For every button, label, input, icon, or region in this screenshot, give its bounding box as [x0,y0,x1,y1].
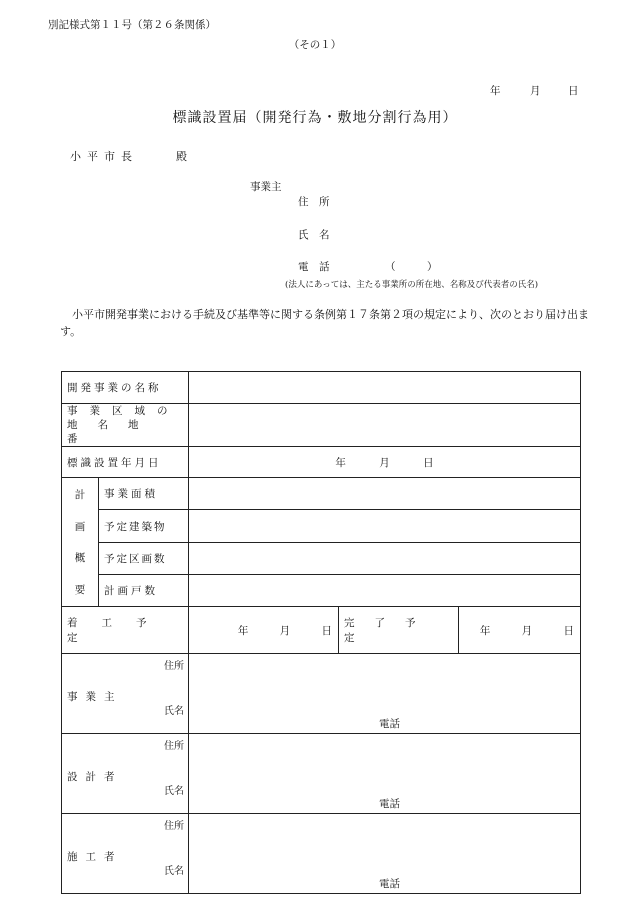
contractor-name-label: 氏名 [164,866,184,877]
statement-text: 小平市開発事業における手続及び基準等に関する条例第１７条第２項の規定により、次のとおり届け出ます。 [60,308,589,338]
applicant-phone-parens: （ ） [385,261,438,273]
start-year: 年 [237,624,249,637]
designer-phone-label: 電話 [379,798,400,810]
finish-month: 月 [521,624,533,637]
designer-address-label: 住所 [164,741,184,752]
plan-lots-field[interactable] [189,543,581,575]
contractor-role-label: 施工者 [67,851,123,863]
start-month: 月 [279,624,291,637]
applicant-note: (法人にあっては、主たる事業所の所在地、名称及び代表者の氏名) [285,280,539,290]
sign-date-day: 日 [423,456,434,469]
finish-date-field[interactable] [459,607,581,654]
designer-label-cell [62,734,189,814]
area-label-line1: 事業区域の [67,405,180,417]
start-label: 着工予定 [62,607,189,654]
plan-area-label: 事業面積 [99,478,189,510]
applicant-label: 事業主 [250,181,282,193]
designer-name-label: 氏名 [164,786,184,797]
plan-units-label: 計画戸数 [99,575,189,607]
form-part-label: （その１） [288,39,342,51]
contractor-phone-label: 電話 [379,878,400,890]
area-field[interactable] [189,404,581,447]
developer-address-label: 住所 [164,661,184,672]
date-day-label: 日 [568,85,579,97]
document-title: 標識設置届（開発行為・敷地分割行為用） [172,110,458,126]
plan-char-2: 画 [74,520,86,533]
addressee-honorific: 殿 [176,150,187,163]
developer-role-label: 事業主 [67,691,123,703]
plan-building-label: 予定建築物 [99,510,189,543]
plan-units-field[interactable] [189,575,581,607]
start-date-field[interactable] [189,607,339,654]
designer-field[interactable] [189,734,581,814]
project-name-label: 開発事業の名称 [62,372,189,404]
plan-area-field[interactable] [189,478,581,510]
contractor-address-label: 住所 [164,821,184,832]
developer-phone-label: 電話 [379,718,400,730]
sign-date-label: 標識設置年月日 [62,447,189,478]
finish-year: 年 [479,624,491,637]
plan-lots-label: 予定区画数 [99,543,189,575]
applicant-phone-label: 電 話 [298,261,330,273]
sign-date-year: 年 [335,456,346,469]
area-label [62,404,189,447]
applicant-name-label: 氏 名 [298,229,330,241]
start-day: 日 [321,624,332,637]
finish-day: 日 [563,624,575,637]
form-number: 別記様式第１１号（第２６条関係） [48,19,216,31]
contractor-label-cell [62,814,189,894]
developer-field[interactable] [189,654,581,734]
plan-summary-label [62,478,99,607]
applicant-address-label: 住 所 [298,196,330,208]
finish-label: 完了予定 [339,607,459,654]
plan-building-field[interactable] [189,510,581,543]
area-label-line2: 地名地番 [67,419,159,445]
addressee: 小平市長 [70,150,138,163]
contractor-field[interactable] [189,814,581,894]
date-year-label: 年 [490,85,501,97]
developer-name-label: 氏名 [164,706,184,717]
notification-table [61,371,581,894]
plan-char-4: 要 [74,583,86,596]
sign-date-month: 月 [379,456,390,469]
designer-role-label: 設計者 [67,771,123,783]
sign-date-field[interactable] [189,447,581,478]
plan-char-1: 計 [74,489,86,502]
project-name-field[interactable] [189,372,581,404]
plan-char-3: 概 [74,552,86,565]
developer-label-cell [62,654,189,734]
date-month-label: 月 [530,85,541,97]
